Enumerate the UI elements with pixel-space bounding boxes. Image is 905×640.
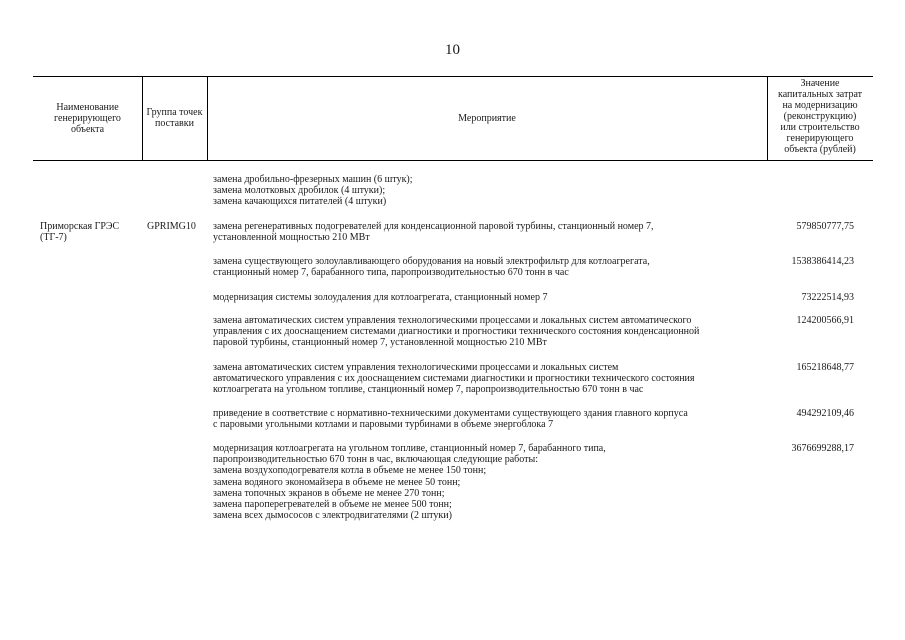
capital-cost-value: 494292109,46 <box>796 408 854 419</box>
table-top-rule <box>33 76 873 77</box>
capital-cost-value: 124200566,91 <box>796 315 854 326</box>
measure-text: приведение в соответствие с нормативно-техническими документами существующего здания главного корпуса с паровыми угольными котлами и паровыми турбинами в объеме энергоблока 7 <box>213 408 688 431</box>
measure-text: модернизация системы золоудаления для котлоагрегата, станционный номер 7 <box>213 292 548 303</box>
measure-text: замена регенеративных подогревателей для конденсационной паровой турбины, станционный номер 7, установленной мощностью 210 МВт <box>213 221 654 244</box>
header-object-name: Наименование генерирующего объекта <box>54 102 121 135</box>
header-measure: Мероприятие <box>458 113 516 124</box>
measure-text: замена существующего золоулавливающего оборудования на новый электрофильтр для котлоагрегата, станционный номер 7, барабанного типа, паропроизводительностью 670 тонн в час <box>213 256 650 279</box>
delivery-group-code: GPRIMG10 <box>147 221 196 232</box>
header-capital-cost: Значение капитальных затрат на модернизацию (реконструкцию) или строительство генерирующего объекта (рублей) <box>777 78 863 155</box>
object-name: Приморская ГРЭС (ТГ-7) <box>40 221 120 244</box>
measure-text: замена дробильно-фрезерных машин (6 штук); замена молотковых дробилок (4 штуки); замена качающихся питателей (4 штуки) <box>213 174 413 208</box>
capital-cost-value: 165218648,77 <box>796 362 854 373</box>
capital-cost-value: 1538386414,23 <box>791 256 854 267</box>
capital-cost-value: 3676699288,17 <box>791 443 854 454</box>
table-header-bottom-rule <box>33 160 873 161</box>
measure-text: модернизация котлоагрегата на угольном топливе, станционный номер 7, барабанного типа, паропроизводительностью 670 тонн в час, включающая следующие работы: замена воздухоподогревателя котла в объеме не менее 150 тонн; замена водяного экономайзера в объеме не менее 50 тонн; замена топочных экранов в объеме не менее 270 тонн; замена пароперегревателей в объеме не менее 500 тонн; замена всех дымососов с электродвигателями (2 штуки) <box>213 443 606 522</box>
capital-cost-value: 579850777,75 <box>796 221 854 232</box>
header-delivery-group: Группа точек поставки <box>146 107 203 129</box>
capital-cost-value: 73222514,93 <box>801 292 854 303</box>
page-number: 10 <box>445 42 460 58</box>
measure-text: замена автоматических систем управления технологическими процессами и локальных систем автоматического управления с их дооснащением системами диагностики и прогностики технического состояния конденсационной паровой турбины, станционный номер 7, установленной мощностью 210 МВт <box>213 315 700 349</box>
measure-text: замена автоматических систем управления технологическими процессами и локальных систем автоматического управления с их дооснащением системами диагностики и прогностики технического состояния котлоагрегата на угольном топливе, станционный номер 7, паропроизводительностью 670 тонн в час <box>213 362 695 396</box>
